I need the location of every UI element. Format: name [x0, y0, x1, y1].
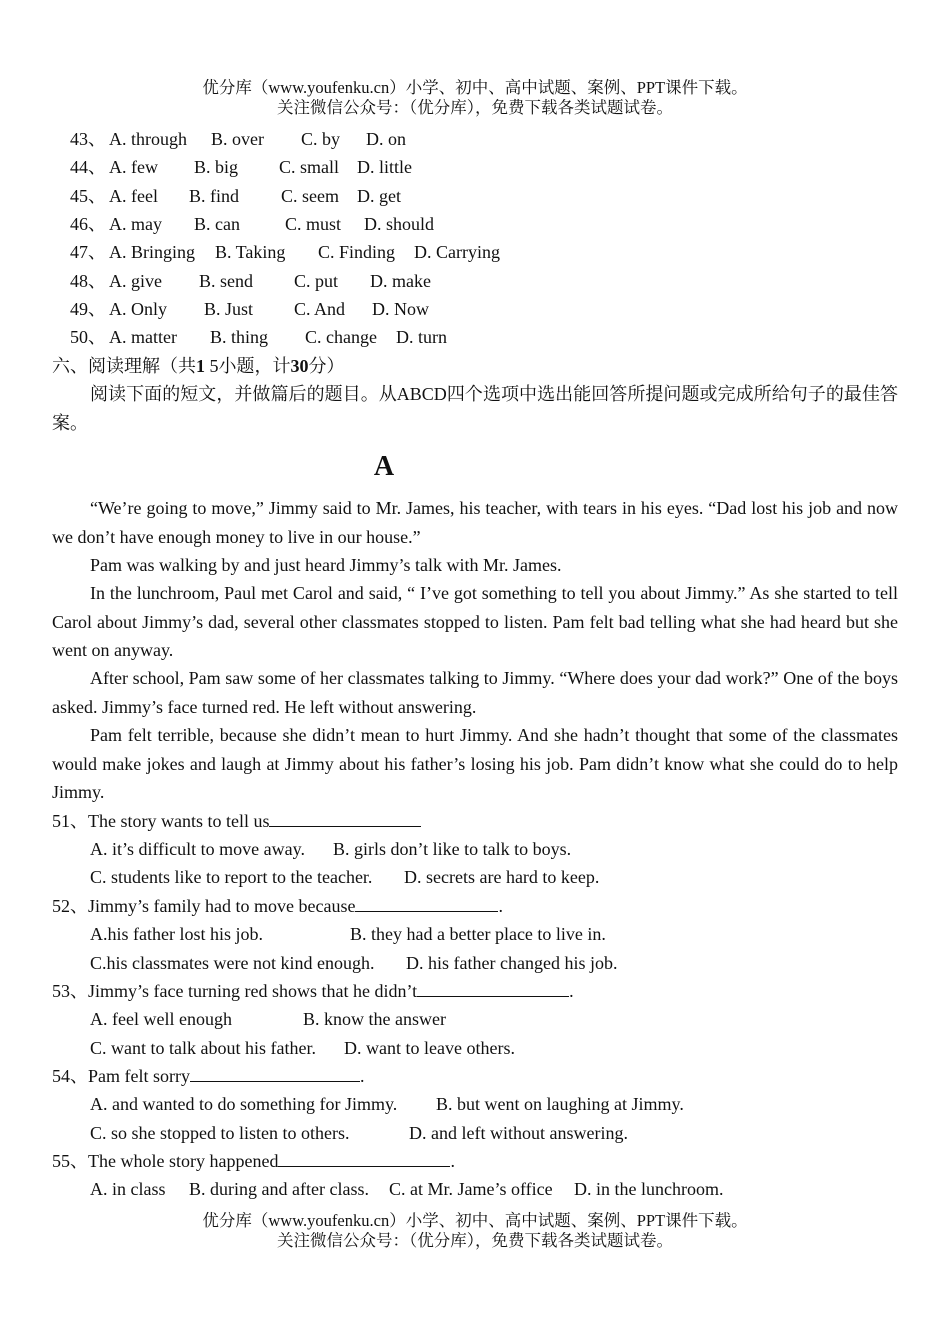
option-b: B. girls don’t like to talk to boys.: [333, 839, 572, 859]
option-c: C. must: [285, 214, 342, 234]
option-b: B. can: [194, 214, 240, 234]
option-b: B. but went on laughing at Jimmy.: [436, 1094, 684, 1114]
passage-paragraph: “We’re going to move,” Jimmy said to Mr. James, his teacher, with tears in his eyes. “Dad lost his job and now we don’t have enough money to live in our house.”: [52, 498, 898, 547]
answer-blank: [355, 895, 498, 912]
option-d: D. Carrying: [414, 242, 500, 262]
page-header: [0, 78, 950, 118]
question-end: .: [450, 1151, 455, 1171]
option-c: C. want to talk about his father.: [90, 1038, 316, 1058]
option-c: C. put: [294, 271, 339, 291]
question-text: The story wants to tell us: [88, 811, 270, 831]
option-c: C. Finding: [318, 242, 396, 262]
option-b: B. during and after class.: [189, 1179, 369, 1199]
option-a: A. matter: [109, 327, 177, 347]
cloze-number: 45、: [70, 186, 106, 206]
option-b: B. Just: [204, 299, 254, 319]
option-d: D. want to leave others.: [344, 1038, 515, 1058]
cloze-number: 48、: [70, 271, 106, 291]
option-d: D. get: [357, 186, 401, 206]
question-stem: [52, 895, 503, 917]
option-b: B. find: [189, 186, 240, 206]
option-d: D. little: [357, 157, 412, 177]
option-c: C. by: [301, 129, 341, 149]
option-a: A. and wanted to do something for Jimmy.: [90, 1094, 398, 1114]
question-number: 54、: [52, 1066, 88, 1086]
option-a: A. may: [109, 214, 162, 234]
passage-label: A: [373, 451, 395, 482]
cloze-number: 44、: [70, 157, 106, 177]
option-a: A. Only: [109, 299, 167, 319]
question-text: Pam felt sorry: [88, 1066, 190, 1086]
option-d: D. Now: [372, 299, 429, 319]
question-text: Jimmy’s family had to move because: [88, 896, 356, 916]
question-text: Jimmy’s face turning red shows that he didn’t: [88, 981, 418, 1001]
option-d: D. secrets are hard to keep.: [404, 867, 600, 887]
passage-paragraph: Pam felt terrible, because she didn’t mean to hurt Jimmy. And she hadn’t thought that some of the classmates would make jokes and laugh at Jimmy about his father’s losing his job. Pam didn’t know what she could do to help Jimmy.: [52, 725, 898, 802]
question-stem: [52, 1150, 455, 1172]
question-end: .: [569, 981, 574, 1001]
cloze-number: 46、: [70, 214, 106, 234]
option-b: B. send: [199, 271, 253, 291]
option-c: C. And: [294, 299, 346, 319]
answer-blank: [278, 1150, 450, 1167]
option-c: C. change: [305, 327, 377, 347]
section-score: 30: [290, 356, 309, 376]
option-c: C. seem: [281, 186, 339, 206]
option-a: A. feel: [109, 186, 158, 206]
question-text: The whole story happened: [88, 1151, 279, 1171]
option-b: B. know the answer: [303, 1009, 446, 1029]
section-count-a: 1: [196, 356, 205, 376]
option-a: A. give: [109, 271, 162, 291]
cloze-number: 50、: [70, 327, 106, 347]
cloze-number: 47、: [70, 242, 106, 262]
section-title-prefix: 六、阅读理解（共: [52, 356, 196, 376]
question-number: 51、: [52, 811, 88, 831]
option-d: D. on: [366, 129, 406, 149]
question-end: .: [359, 1066, 365, 1086]
answer-blank: [190, 1065, 360, 1082]
option-c: C.his classmates were not kind enough.: [90, 953, 375, 973]
option-a: A. Bringing: [109, 242, 196, 262]
option-d: D. in the lunchroom.: [574, 1179, 724, 1199]
option-c: C. at Mr. Jame’s office: [389, 1179, 553, 1199]
option-d: D. should: [364, 214, 435, 234]
page-footer: [0, 1211, 950, 1251]
footer-line-2: 关注微信公众号：（优分库），免费下载各类试题试卷。: [277, 1231, 673, 1250]
passage-paragraph: Pam was walking by and just heard Jimmy’s talk with Mr. James.: [90, 555, 562, 575]
cloze-number: 43、: [70, 129, 106, 149]
passage-paragraph: In the lunchroom, Paul met Carol and said, “ I’ve got something to tell you about Jimmy.” As she started to tell Carol about Jimmy’s dad, several other classmates stopped to listen. Pam felt bad telling what she had heard but she went on anyway.: [52, 583, 898, 660]
option-c: C. small: [279, 157, 340, 177]
section-instructions: 阅读下面的短文，并做篇后的题目。从ABCD四个选项中选出能回答所提问题或完成所给句子的最佳答案。: [52, 384, 898, 433]
option-d: D. his father changed his job.: [406, 953, 618, 973]
question-number: 52、: [52, 896, 88, 916]
section-heading: [52, 355, 345, 377]
option-b: B. big: [194, 157, 239, 177]
header-line-2: 关注微信公众号：（优分库），免费下载各类试题试卷。: [277, 98, 673, 117]
option-d: D. make: [370, 271, 431, 291]
question-stem: [52, 810, 421, 832]
option-c: C. so she stopped to listen to others.: [90, 1123, 350, 1143]
option-a: A.his father lost his job.: [90, 924, 263, 944]
option-c: C. students like to report to the teacher.: [90, 867, 373, 887]
header-line-1: 优分库（www.youfenku.cn）小学、初中、高中试题、案例、PPT课件下载。: [202, 78, 748, 97]
option-a: A. few: [109, 157, 158, 177]
option-a: A. in class: [90, 1179, 166, 1199]
option-d: D. and left without answering.: [409, 1123, 628, 1143]
option-b: B. thing: [210, 327, 269, 347]
option-a: A. through: [109, 129, 187, 149]
section-count-b: 5: [209, 356, 219, 376]
option-d: D. turn: [396, 327, 447, 347]
footer-line-1: 优分库（www.youfenku.cn）小学、初中、高中试题、案例、PPT课件下载。: [202, 1211, 748, 1230]
option-a: A. feel well enough: [90, 1009, 232, 1029]
answer-blank: [417, 980, 569, 997]
option-b: B. Taking: [215, 242, 286, 262]
question-number: 55、: [52, 1151, 88, 1171]
option-b: B. over: [211, 129, 264, 149]
option-a: A. it’s difficult to move away.: [90, 839, 305, 859]
answer-blank: [269, 810, 421, 827]
question-stem: [52, 980, 574, 1002]
passage-paragraph: After school, Pam saw some of her classmates talking to Jimmy. “Where does your dad work?” One of the boys asked. Jimmy’s face turned red. He left without answering.: [52, 668, 898, 717]
question-end: .: [498, 896, 503, 916]
cloze-number: 49、: [70, 299, 106, 319]
question-number: 53、: [52, 981, 88, 1001]
section-title-mid: 小题，计: [218, 356, 291, 376]
section-title-suffix: 分）: [308, 356, 345, 376]
question-stem: [52, 1065, 364, 1087]
option-b: B. they had a better place to live in.: [350, 924, 606, 944]
